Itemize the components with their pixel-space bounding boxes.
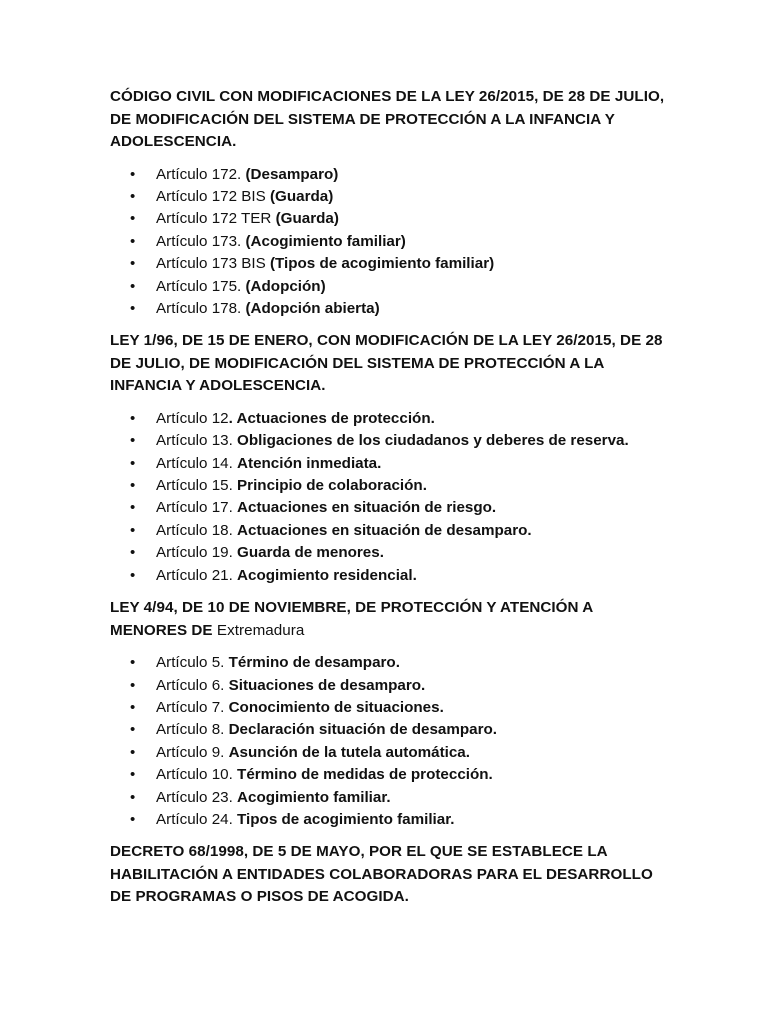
bullet-icon: • (130, 277, 136, 295)
section-codigo-civil (110, 86, 670, 320)
article-list (110, 164, 670, 321)
list-item: • Artículo 15. Principio de colaboración. (110, 475, 670, 497)
list-item: • Artículo 10. Término de medidas de protección. (110, 764, 670, 786)
bullet-icon: • (130, 499, 136, 517)
list-item: • Artículo 21. Acogimiento residencial. (110, 565, 670, 587)
list-item: • Artículo 13. Obligaciones de los ciudadanos y deberes de reserva. (110, 430, 670, 452)
bullet-icon: • (130, 255, 136, 273)
list-item: • Artículo 172 TER (Guarda) (110, 208, 670, 230)
article-list (110, 652, 670, 831)
list-item: • Artículo 6. Situaciones de desamparo. (110, 675, 670, 697)
bullet-icon: • (130, 810, 136, 828)
bullet-icon: • (130, 566, 136, 584)
list-item: • Artículo 8. Declaración situación de desamparo. (110, 719, 670, 741)
list-item: • Artículo 173. (Acogimiento familiar) (110, 231, 670, 253)
bullet-icon: • (130, 521, 136, 539)
bullet-icon: • (130, 743, 136, 761)
list-item: • Artículo 18. Actuaciones en situación de desamparo. (110, 520, 670, 542)
list-item: • Artículo 24. Tipos de acogimiento familiar. (110, 809, 670, 831)
bullet-icon: • (130, 654, 136, 672)
list-item: • Artículo 173 BIS (Tipos de acogimiento familiar) (110, 253, 670, 275)
bullet-icon: • (130, 299, 136, 317)
bullet-icon: • (130, 187, 136, 205)
list-item: • Artículo 7. Conocimiento de situaciones. (110, 697, 670, 719)
list-item: • Artículo 5. Término de desamparo. (110, 652, 670, 674)
document-page (110, 86, 670, 919)
bullet-icon: • (130, 721, 136, 739)
bullet-icon: • (130, 788, 136, 806)
bullet-icon: • (130, 544, 136, 562)
bullet-icon: • (130, 698, 136, 716)
bullet-icon: • (130, 477, 136, 495)
bullet-icon: • (130, 165, 136, 183)
section-heading: CÓDIGO CIVIL CON MODIFICACIONES DE LA LEY 26/2015, DE 28 DE JULIO, DE MODIFICACIÓN DEL SISTEMA DE PROTECCIÓN A LA INFANCIA Y ADOLESCENCIA. (110, 88, 665, 150)
list-item: • Artículo 19. Guarda de menores. (110, 542, 670, 564)
section-heading: LEY 4/94, DE 10 DE NOVIEMBRE, DE PROTECCIÓN Y ATENCIÓN A MENORES DE Extremadura (110, 599, 593, 639)
article-list (110, 408, 670, 587)
section-heading: LEY 1/96, DE 15 DE ENERO, CON MODIFICACIÓN DE LA LEY 26/2015, DE 28 DE JULIO, DE MODIFICACIÓN DEL SISTEMA DE PROTECCIÓN A LA INFANCIA Y ADOLESCENCIA. (110, 332, 663, 395)
list-item: • Artículo 23. Acogimiento familiar. (110, 787, 670, 809)
list-item: • Artículo 178. (Adopción abierta) (110, 298, 670, 320)
section-ley-4-94 (110, 597, 670, 831)
list-item: • Artículo 14. Atención inmediata. (110, 453, 670, 475)
list-item: • Artículo 9. Asunción de la tutela automática. (110, 742, 670, 764)
list-item: • Artículo 172 BIS (Guarda) (110, 186, 670, 208)
section-heading: DECRETO 68/1998, DE 5 DE MAYO, POR EL QUE SE ESTABLECE LA HABILITACIÓN A ENTIDADES COLABORADORAS PARA EL DESARROLLO DE PROGRAMAS O PISOS DE ACOGIDA. (110, 843, 653, 906)
bullet-icon: • (130, 210, 136, 228)
bullet-icon: • (130, 432, 136, 450)
bullet-icon: • (130, 232, 136, 250)
list-item: • Artículo 12. Actuaciones de protección. (110, 408, 670, 430)
bullet-icon: • (130, 676, 136, 694)
list-item: • Artículo 17. Actuaciones en situación de riesgo. (110, 497, 670, 519)
bullet-icon: • (130, 409, 136, 427)
list-item: • Artículo 172. (Desamparo) (110, 164, 670, 186)
list-item: • Artículo 175. (Adopción) (110, 276, 670, 298)
bullet-icon: • (130, 454, 136, 472)
bullet-icon: • (130, 766, 136, 784)
section-decreto-68-1998 (110, 841, 670, 909)
section-ley-1-96 (110, 330, 670, 587)
